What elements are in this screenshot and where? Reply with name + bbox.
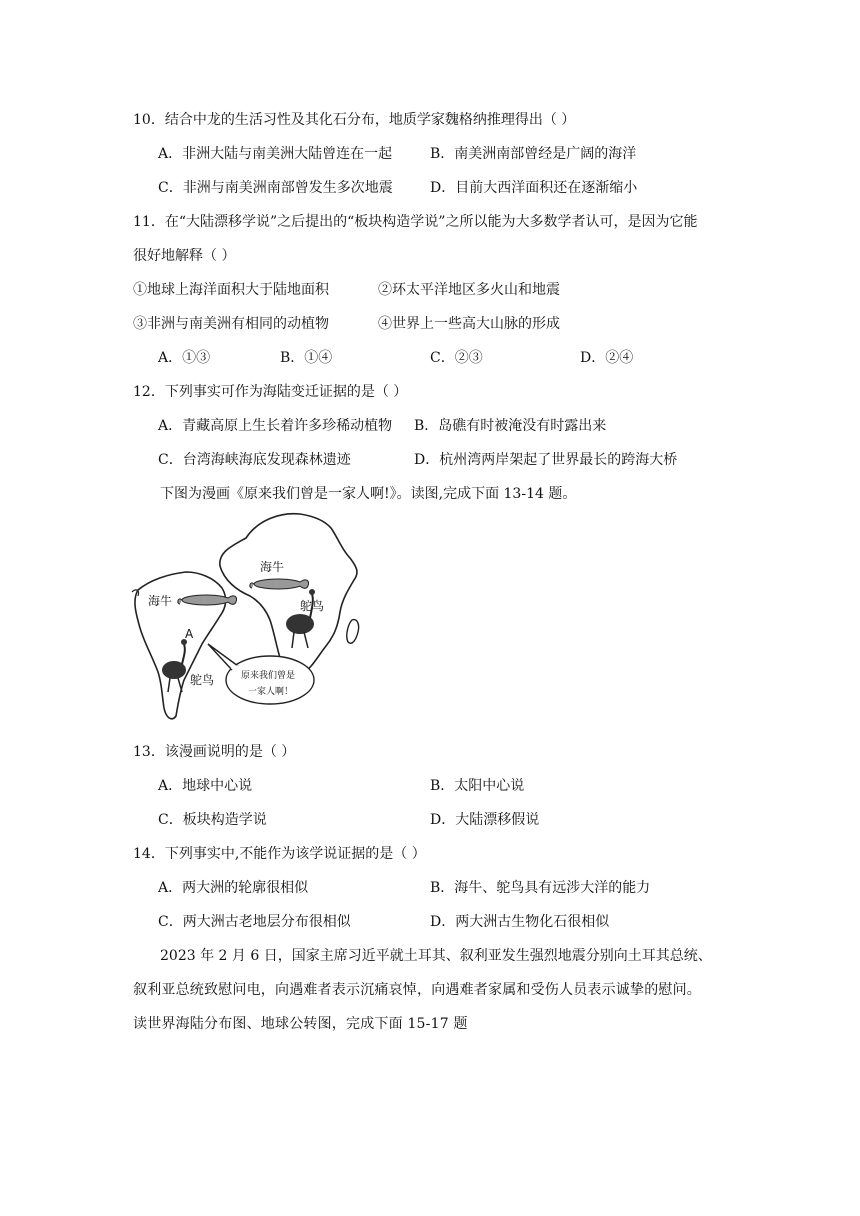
bubble-text-line1: 原来我们曾是 (241, 671, 296, 681)
q12-option-c: C．台湾海峡海底发现森林遗迹 (158, 452, 351, 468)
ostrich-africa-icon (286, 589, 315, 648)
label-manatee-samerica: 海牛 (148, 594, 173, 608)
q12-option-a: A．青藏高原上生长着许多珍稀动植物 (158, 418, 393, 434)
label-manatee-africa: 海牛 (260, 560, 285, 574)
cartoon-intro: 下图为漫画《原来我们曾是一家人啊!》。读图,完成下面 13-14 题。 (160, 486, 577, 502)
q12-option-d: D．杭州湾两岸架起了世界最长的跨海大桥 (414, 452, 678, 468)
q14-option-d: D．两大洲古生物化石很相似 (430, 914, 610, 930)
bubble-text-line2: 一家人啊！ (248, 687, 294, 697)
label-ostrich-africa: 鸵鸟 (300, 599, 325, 613)
q11-item-4: ④世界上一些高大山脉的形成 (378, 316, 560, 332)
q12-stem: 12．下列事实可作为海陆变迁证据的是（ ） (133, 384, 408, 400)
q14-option-a: A．两大洲的轮廓很相似 (158, 880, 309, 896)
q10-option-a: A．非洲大陆与南美洲大陆曾连在一起 (158, 146, 393, 162)
q11-stem-line2: 很好地解释（ ） (133, 248, 236, 264)
cartoon-svg (128, 508, 378, 723)
q14-stem: 14．下列事实中,不能作为该学说证据的是（ ） (133, 846, 426, 862)
q10-option-c: C．非洲与南美洲南部曾发生多次地震 (158, 180, 393, 196)
manatee-samerica-icon (178, 595, 237, 605)
q11-stem-line1: 11．在“大陆漂移学说”之后提出的“板块构造学说”之所以能为大多数学者认可，是因为它能 (133, 214, 698, 230)
q11-item-1: ①地球上海洋面积大于陆地面积 (133, 282, 329, 298)
q10-option-b: B．南美洲南部曾经是广阔的海洋 (430, 146, 637, 162)
q11-option-c: C．②③ (430, 350, 483, 366)
cartoon-figure (128, 508, 378, 723)
q13-option-b: B．太阳中心说 (430, 778, 525, 794)
q11-option-d: D．②④ (580, 350, 634, 366)
q10-option-d: D．目前大西洋面积还在逐渐缩小 (430, 180, 638, 196)
madagascar-outline (347, 620, 359, 644)
q14-option-c: C．两大洲古老地层分布很相似 (158, 914, 351, 930)
q13-option-c: C．板块构造学说 (158, 812, 267, 828)
q12-option-b: B．岛礁有时被淹没有时露出来 (414, 418, 607, 434)
q14-option-b: B．海牛、鸵鸟具有远涉大洋的能力 (430, 880, 651, 896)
q13-option-a: A．地球中心说 (158, 778, 253, 794)
africa-outline (220, 514, 357, 676)
q13-stem: 13．该漫画说明的是（ ） (133, 744, 296, 760)
q11-item-2: ②环太平洋地区多火山和地震 (378, 282, 560, 298)
label-point-a: A (185, 627, 194, 641)
q10-stem: 10．结合中龙的生活习性及其化石分布，地质学家魏格纳推理得出（ ） (133, 112, 576, 128)
q13-option-d: D．大陆漂移假说 (430, 812, 540, 828)
q11-item-3: ③非洲与南美洲有相同的动植物 (133, 316, 329, 332)
para-line1: 2023 年 2 月 6 日，国家主席习近平就土耳其、叙利亚发生强烈地震分别向土耳其总统、 (160, 948, 712, 964)
manatee-africa-icon (250, 579, 309, 589)
q11-option-b: B．①④ (280, 350, 333, 366)
para-line3: 读世界海陆分布图、地球公转图，完成下面 15-17 题 (133, 1016, 468, 1032)
q11-option-a: A．①③ (158, 350, 211, 366)
label-ostrich-samerica: 鸵鸟 (190, 673, 215, 687)
para-line2: 叙利亚总统致慰问电，向遇难者表示沉痛哀悼，向遇难者家属和受伤人员表示诚挚的慰问。 (133, 982, 701, 998)
